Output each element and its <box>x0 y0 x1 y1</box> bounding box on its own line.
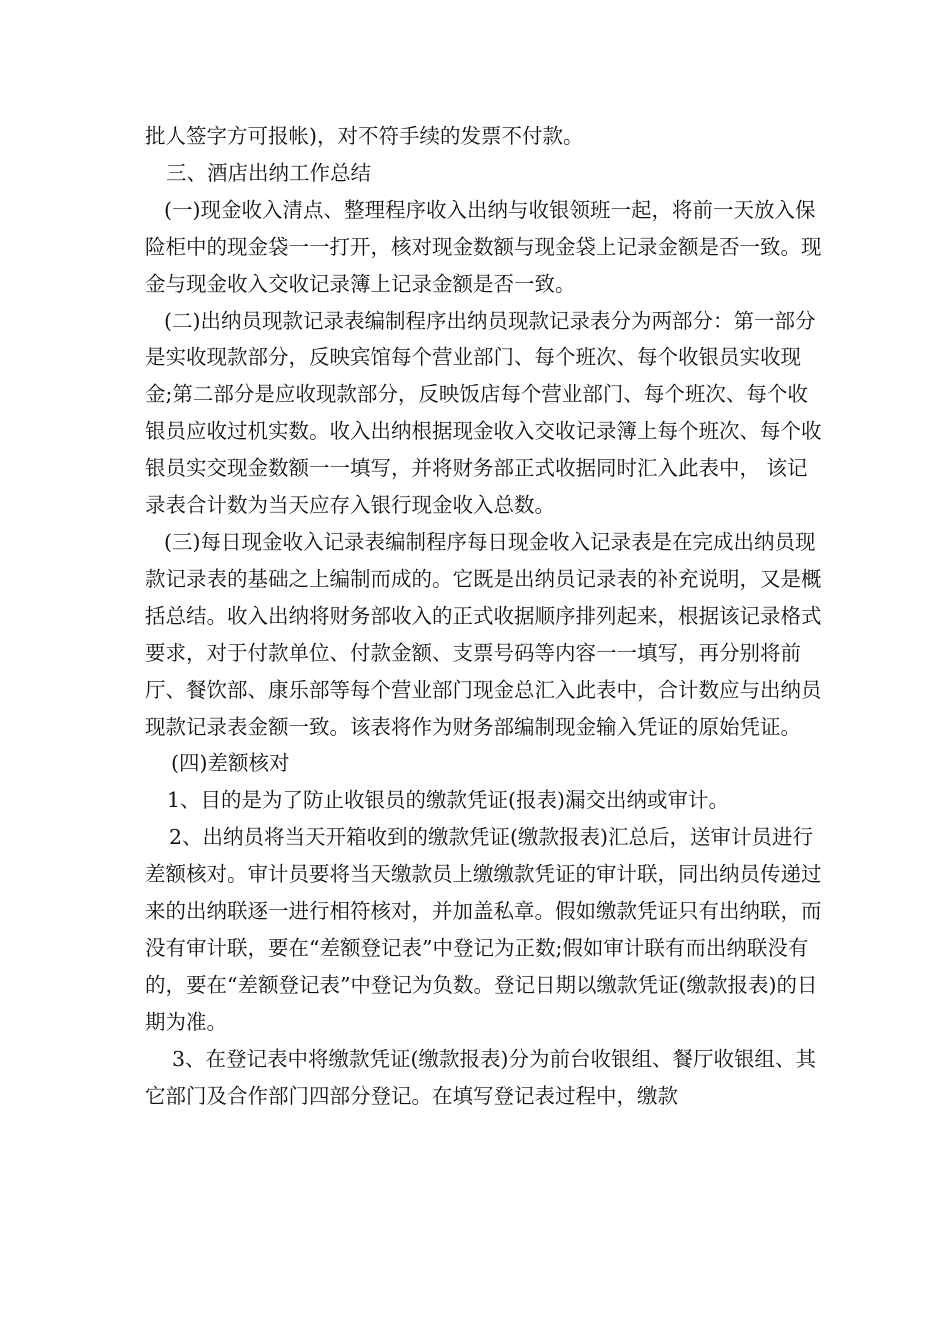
paragraph-cash-count: (一)现金收入清点、整理程序收入出纳与收银领班一起，将前一天放入保险柜中的现金袋一一打开，核对现金数额与现金袋上记录金额是否一致。现金与现金收入交收记录簿上记录金额是否一致。 <box>145 197 822 296</box>
list-item-2: 2、出纳员将当天开箱收到的缴款凭证(缴款报表)汇总后，送审计员进行差额核对。审计员要将当天缴款员上缴缴款凭证的审计联，同出纳员传递过来的出纳联逐一进行相符核对，并加盖私章。假如缴款凭证只有出纳联，而没有审计联，要在“差额登记表”中登记为正数;假如审计联有而出纳联没有的，要在“差额登记表”中登记为负数。登记日期以缴款凭证(缴款报表)的日期为准。 <box>145 825 822 1034</box>
list-item-3: 3、在登记表中将缴款凭证(缴款报表)分为前台收银组、餐厅收银组、其它部门及合作部门四部分登记。在填写登记表过程中，缴款 <box>145 1046 817 1108</box>
list-item-1: 1、目的是为了防止收银员的缴款凭证(报表)漏交出纳或审计。 <box>167 788 730 813</box>
subsection-heading: (四)差额核对 <box>171 751 290 776</box>
paragraph-continuation: 批人签字方可报帐)，对不符手续的发票不付款。 <box>145 124 584 148</box>
section-heading: 三、酒店出纳工作总结 <box>166 160 371 185</box>
paragraph-daily-record: (三)每日现金收入记录表编制程序每日现金收入记录表是在完成出纳员现款记录表的基础之上编制而成的。它既是出纳员记录表的补充说明，又是概括总结。收入出纳将财务部收入的正式收据顺序排列起来，根据该记录格式要求，对于付款单位、付款金额、支票号码等内容一一填写，再分别将前厅、餐饮部、康乐部等每个营业部门现金总汇入此表中，合计数应与出纳员现款记录表金额一致。该表将作为财务部编制现金输入凭证的原始凭证。 <box>145 529 822 739</box>
document-body <box>145 118 825 1114</box>
paragraph-cashier-record: (二)出纳员现款记录表编制程序出纳员现款记录表分为两部分：第一部分是实收现款部分，反映宾馆每个营业部门、每个班次、每个收银员实收现金;第二部分是应收现款部分，反映饭店每个营业部门、每个班次、每个收银员应收过机实数。收入出纳根据现金收入交收记录簿上每个班次、每个收银员实交现金数额一一填写，并将财务部正式收据同时汇入此表中， 该记录表合计数为当天应存入银行现金收入总数。 <box>145 308 822 518</box>
